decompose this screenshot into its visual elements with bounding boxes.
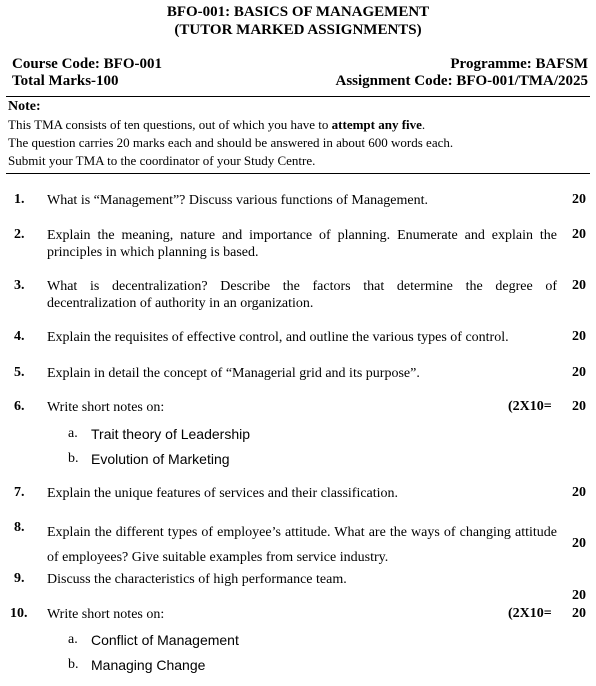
question-number: 9.: [14, 571, 25, 586]
question-number: 7.: [14, 485, 25, 500]
document-subtitle: (TUTOR MARKED ASSIGNMENTS): [174, 22, 422, 38]
sub-item-letter: b.: [68, 657, 79, 672]
course-code: Course Code: BFO-001: [12, 56, 162, 72]
question-marks: 20: [572, 606, 586, 621]
total-marks: Total Marks-100: [12, 73, 119, 89]
question-marks: 20: [572, 278, 586, 293]
marks-split: (2X10=: [508, 399, 552, 414]
question-marks: 20: [572, 227, 586, 242]
question-number: 2.: [14, 227, 25, 242]
note-line-2: The question carries 20 marks each and should be answered in about 600 words each.: [8, 135, 454, 150]
sub-item-text: Evolution of Marketing: [91, 451, 230, 467]
question-marks: 20: [572, 365, 586, 380]
question-marks: 20: [572, 399, 586, 414]
sub-item-letter: a.: [68, 632, 78, 647]
document-title: BFO-001: BASICS OF MANAGEMENT: [166, 4, 430, 20]
question-text: Explain the meaning, nature and importance of planning. Enumerate and explain the principles in which planning is based.: [47, 228, 557, 260]
question-text: Explain the different types of employee’s attitude. What are the ways of changing attitude of employees? Give suitable examples from service industry.: [47, 525, 557, 565]
question-text: Explain the requisites of effective control, and outline the various types of control.: [47, 330, 509, 345]
question-number: 8.: [14, 520, 25, 535]
note-line-3: Submit your TMA to the coordinator of your Study Centre.: [8, 153, 316, 168]
question-text: What is “Management”? Discuss various functions of Management.: [47, 193, 429, 208]
question-marks: 20: [572, 485, 586, 500]
question-text: Discuss the characteristics of high performance team.: [47, 572, 347, 587]
sub-item-letter: b.: [68, 451, 79, 466]
note-label: Note:: [8, 99, 41, 114]
sub-item-text: Managing Change: [91, 657, 206, 673]
note-line-1: [8, 117, 425, 133]
sub-item-letter: a.: [68, 426, 78, 441]
marks-split: (2X10=: [508, 606, 552, 621]
question-text: Explain in detail the concept of “Managerial grid and its purpose”.: [47, 366, 420, 381]
note-line-1-emphasis: attempt any five: [331, 117, 422, 132]
question-number: 6.: [14, 399, 25, 414]
sub-item-text: Trait theory of Leadership: [91, 426, 251, 442]
question-text: Explain the unique features of services and their classification.: [47, 486, 399, 501]
question-text: Write short notes on:: [47, 400, 165, 415]
question-number: 3.: [14, 278, 25, 293]
question-marks: 20: [572, 588, 586, 603]
question-marks: 20: [572, 329, 586, 344]
programme: Programme: BAFSM: [450, 56, 588, 72]
sub-item-text: Conflict of Management: [91, 632, 239, 648]
question-number: 10.: [10, 606, 28, 621]
assignment-code: Assignment Code: BFO-001/TMA/2025: [335, 73, 588, 89]
note-line-1-text: This TMA consists of ten questions, out of which you have to: [8, 117, 332, 132]
question-text: Write short notes on:: [47, 607, 165, 622]
question-number: 4.: [14, 329, 25, 344]
question-text: What is decentralization? Describe the factors that determine the degree of decentralization of authority in an organization.: [47, 279, 557, 311]
note-line-1-end: .: [421, 117, 426, 132]
question-number: 5.: [14, 365, 25, 380]
note-rule: [6, 173, 590, 174]
question-marks: 20: [572, 536, 586, 551]
question-number: 1.: [14, 192, 25, 207]
question-marks: 20: [572, 192, 586, 207]
top-rule: [6, 96, 590, 97]
